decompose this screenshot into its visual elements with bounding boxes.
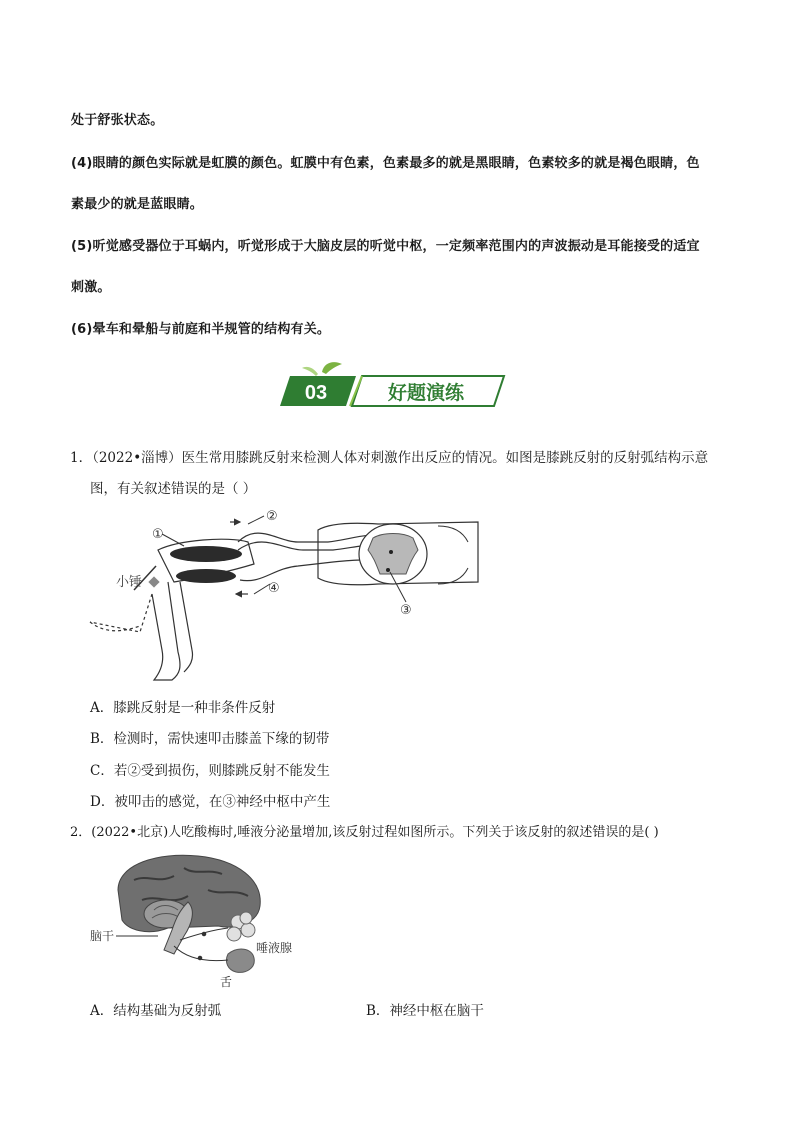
section-banner-graphic [276,360,508,410]
label-3: ③ [400,603,412,618]
q1-option-b[interactable]: B．检测时，需快速叩击膝盖下缘的韧带 [90,731,330,747]
q1-option-c[interactable]: C．若②受到损伤，则膝跳反射不能发生 [90,763,330,779]
label-hammer: 小锤 [116,575,143,590]
note-line-6: (6)晕车和晕船与前庭和半规管的结构有关。 [71,322,331,337]
knee-reflex-figure [88,502,478,684]
leaf-icon [302,362,342,376]
tongue-drawing [226,949,254,972]
spinal-cord [318,522,478,585]
q1-stem-line1: 1．（2022•淄博）医生常用膝跳反射来检测人体对刺激作出反应的情况。如图是膝跳反射的反射弧结构示意 [70,450,709,466]
note-line-3: 素最少的就是蓝眼睛。 [71,197,204,212]
label-1: ① [152,527,164,542]
q2-option-b[interactable]: B．神经中枢在脑干 [366,1003,484,1019]
note-line-2: (4)眼睛的颜色实际就是虹膜的颜色。虹膜中有色素，色素最多的就是黑眼睛，色素较多的就是褐色眼睛，色 [71,156,700,171]
note-line-5: 刺激。 [71,280,111,295]
salivary-reflex-figure [88,850,293,992]
leg-drawing [90,539,254,680]
label-tongue: 舌 [220,975,233,989]
muscle-lower [176,569,236,583]
label-2: ② [266,509,278,524]
note-line-1: 处于舒张状态。 [71,113,164,128]
note-line-4: (5)听觉感受器位于耳蜗内，听觉形成于大脑皮层的听觉中枢，一定频率范围内的声波振动是耳能接受的适宜 [71,239,700,254]
section-title: 好题演练 [387,382,465,404]
q1-option-d[interactable]: D．被叩击的感觉，在③神经中枢中产生 [90,794,331,810]
section-banner [276,360,508,410]
label-gland: 唾液腺 [256,941,293,955]
muscle-upper [170,546,242,562]
q2-stem-line1: 2．(2022•北京)人吃酸梅时,唾液分泌量增加,该反射过程如图所示。下列关于该反射的叙述错误的是( ) [70,825,659,840]
section-number: 03 [304,382,328,404]
q2-option-a[interactable]: A．结构基础为反射弧 [90,1003,222,1019]
label-brainstem: 脑干 [90,929,115,943]
label-4: ④ [268,581,280,596]
q1-option-a[interactable]: A．膝跳反射是一种非条件反射 [90,700,276,716]
q1-stem-line2: 图，有关叙述错误的是（ ） [90,481,257,497]
